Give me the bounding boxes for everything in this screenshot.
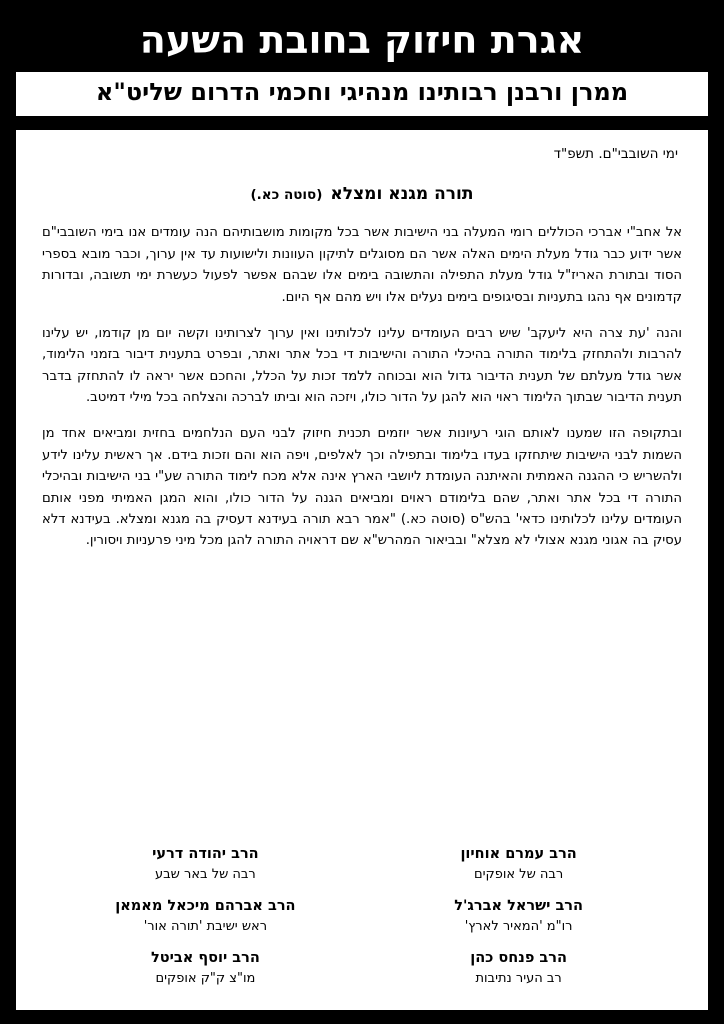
document-title-text: תורה מגנא ומצלא	[330, 184, 474, 205]
signature-block	[42, 842, 682, 992]
signatory-name: הרב יוסף אביטל	[150, 950, 260, 966]
signatory-role: ראש ישיבת 'תורה אור'	[143, 919, 268, 934]
signatory	[385, 950, 652, 986]
signatory	[72, 846, 339, 882]
signatory-name: הרב עמרם אוחיון	[460, 846, 577, 862]
poster-main-title: אגרת חיזוק בחובת השעה	[16, 16, 708, 72]
content-spacer	[42, 567, 682, 842]
paragraph-1: אל אחב"י אברכי הכוללים רומי המעלה בני הישיבות אשר בכל מקומות מושבותיהם הנה עומדים אנו בימי השובבי"ם אשר ידוע כבר גודל מעלת הימים האלה אשר הם מסוגלים לתיקון העוונות ולישועות עד אין ערוך, וכבר מובא בספרי הסוד ובתורת האריז"ל גודל מעלת התפילה והתשובה בימים אלו שבהם אפשר לפעול כעשרת ימי תשובה, ובדורות קדמונים אף נהגו בתעניות ובסיגופים בימים נעלים אלו ויש מהם אף היום.	[42, 225, 682, 305]
document-title	[42, 184, 682, 204]
signatory-role: רו"מ 'המאיר לארץ'	[464, 919, 573, 934]
signatory	[385, 846, 652, 882]
signatory-role: מו"צ ק"ק אופקים	[155, 971, 256, 986]
signatory-name: הרב אברהם מיכאל מאמאן	[115, 898, 296, 914]
dateline: ימי השובבי"ם. תשפ"ד	[553, 146, 678, 163]
signatory-name: הרב ישראל אברג'ל	[454, 898, 583, 914]
paragraph-2: והנה 'עת צרה היא ליעקב' שיש רבים העומדים עלינו לכלותינו ואין ערוך לצרותינו וקשה יום מן קודמו, יש עלינו להרבות ולהתחזק בלימוד התורה בהיכלי התורה והישיבות די בכל אתר ואתר, ובפרט בתענית דיבור בזמני הלימוד, אשר גודל מעלתם של תענית הדיבור גדול הוא ובכוחה ללמד זכות על הכלל, והחכם אשר יראה לו להתחזק בדבר תענית הדיבור שבתוך הלימוד ראוי הוא להגן על הדור כולו, ויזכה הוא וביתו לברכה והצלחה בכל מילי דמיטב.	[42, 325, 682, 406]
signatory-role: רבה של אופקים	[473, 867, 564, 882]
signatory-name: הרב יהודה דרעי	[152, 846, 259, 862]
poster-subtitle: ממרן ורבנן רבותינו מנהיגי וחכמי הדרום שליט"א	[16, 72, 708, 117]
signatory-role: רב העיר נתיבות	[475, 971, 562, 986]
signatory	[72, 898, 339, 934]
document-title-source: (סוטה כא.)	[250, 187, 323, 204]
letter-sheet	[16, 130, 708, 1010]
signature-row	[72, 898, 652, 934]
signature-row	[72, 950, 652, 986]
signature-row	[72, 846, 652, 882]
signatory	[385, 898, 652, 934]
signatory-role: רבה של באר שבע	[155, 867, 256, 882]
signatory	[72, 950, 339, 986]
signatory-name: הרב פנחס כהן	[470, 950, 567, 966]
paragraph-3: ובתקופה הזו שמענו לאותם הוגי רעיונות אשר יוזמים תכנית חיזוק לבני העם הנלחמים בחזית ומביאים אחד מן השמות לבני הישיבות שיתחזקו בעדו בלימוד ובתפילה וכך לאלפים, ויפה הוא והם וזכות בידם. אך ראשית עלינו לידע ולהשריש כי ההגנה האמתית והאיתנה העומדת ליושבי הארץ אינה אלא מכח לימוד התורה שע"י בני הישיבות ובהיכלי התורה די בכל אתר ואתר, שהם בלימודם ראוים ומביאים הגנה על הדור כולו, והוא המגן האמיתי מפני אותם העומדים עלינו לכלותינו כדאי' בהש"ס (סוטה כא.) "אמר רבא תורה בעידנא דעסיק בה מגנא ומצלא. בעידנא דלא עסיק בה אגוני מגנא אצולי לא מצלא" ובביאור המהרש"א שם דראויה התורה להגן מכל מיני פרעניות ויסורין.	[42, 426, 682, 549]
